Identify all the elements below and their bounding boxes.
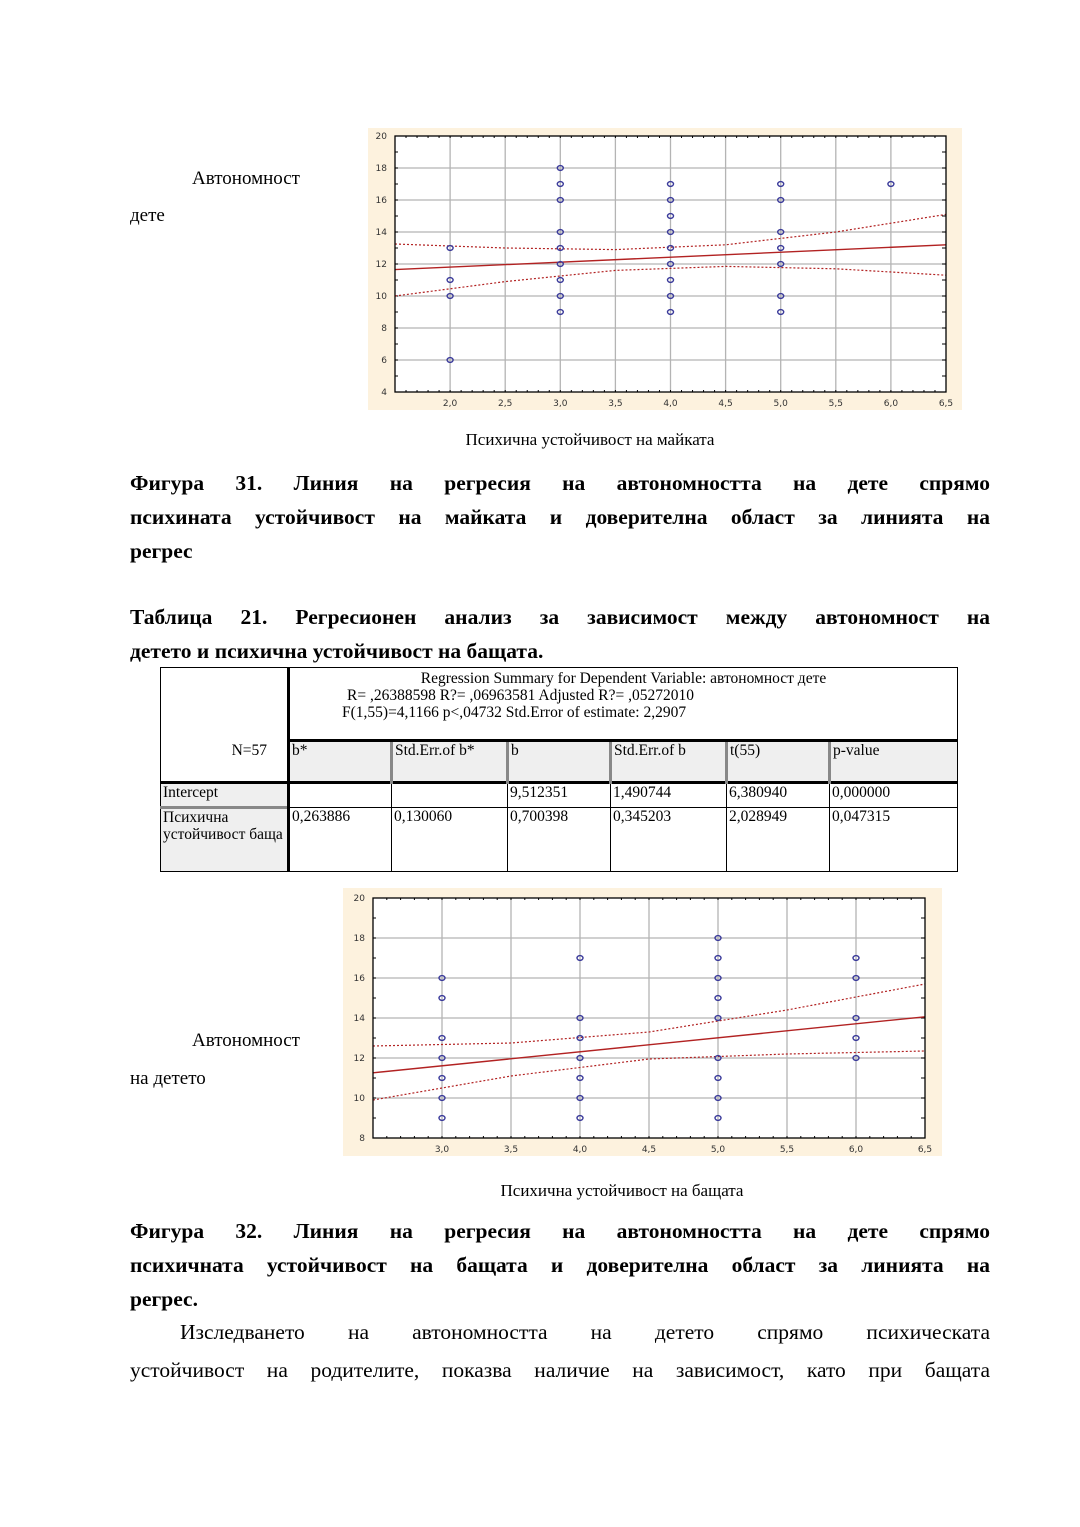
y-tick-label: 18: [353, 934, 365, 944]
column-header: b*: [289, 741, 392, 783]
summary-line: F(1,55)=4,1166 p<,04732 Std.Error of estimate: 2,2907: [342, 704, 687, 721]
regression-summary-header: [289, 668, 958, 741]
y-tick-label: 14: [375, 228, 387, 238]
figure31-scatter-plot: [368, 128, 962, 410]
summary-line: Regression Summary for Dependent Variable: автономност дете: [420, 670, 827, 687]
y-tick-label: 8: [381, 324, 387, 334]
y-tick-label: 18: [375, 164, 387, 174]
n-label: N=57: [231, 742, 267, 759]
x-tick-label: 4,0: [663, 399, 678, 409]
table-cell: 9,512351: [508, 783, 611, 808]
figure32-chart: [343, 888, 942, 1156]
y-tick-label: 20: [353, 894, 365, 904]
column-header: b: [508, 741, 611, 783]
x-tick-label: 3,0: [434, 1145, 450, 1155]
figure31-x-label: Психична устойчивост на майката: [465, 430, 715, 449]
figure32-x-label: Психична устойчивост на бащата: [500, 1181, 744, 1200]
figure32-caption-line: Фигура 32. Линия на регресия на автономността на дете спрямо: [130, 1219, 990, 1243]
y-tick-label: 16: [353, 974, 365, 984]
body-paragraph: [130, 1313, 990, 1389]
figure32-y-label-line1: Автономност: [192, 1030, 300, 1051]
figure31-caption-line: психината устойчивост на майката и доверителна област за линията на: [130, 505, 990, 529]
x-tick-label: 4,5: [641, 1145, 657, 1155]
summary-line: R= ,26388598 R?= ,06963581 Adjusted R?= ,05272010: [347, 687, 694, 704]
column-header: Std.Err.of b*: [392, 741, 508, 783]
table21-title-line: Таблица 21. Регресионен анализ за зависимост между автономност на: [130, 605, 990, 629]
body-line: Изследването на автономността на детето спрямо психическата: [180, 1320, 990, 1344]
x-tick-label: 5,0: [773, 399, 788, 409]
y-tick-label: 10: [353, 1094, 365, 1104]
table-cell: [289, 783, 392, 808]
table-cell: 2,028949: [727, 808, 830, 872]
x-tick-label: 5,5: [828, 399, 843, 409]
x-tick-label: 3,5: [503, 1145, 519, 1155]
x-tick-label: 6,5: [917, 1145, 933, 1155]
table-cell: 0,345203: [611, 808, 727, 872]
figure31-y-label-line2: дете: [130, 205, 165, 226]
row-label: Intercept: [161, 783, 289, 808]
x-tick-label: 6,0: [883, 399, 899, 409]
y-tick-label: 8: [359, 1134, 365, 1144]
table-cell: 0,263886: [289, 808, 392, 872]
n-label-cell: [161, 668, 289, 783]
y-tick-label: 12: [353, 1054, 365, 1064]
figure31-y-label-line1: Автономност: [192, 168, 300, 189]
figure32-caption-line: психичната устойчивост на бащата и доверителна област за линията на: [130, 1253, 990, 1277]
figure32-scatter-plot: [343, 888, 942, 1156]
table-row: [161, 808, 958, 872]
x-tick-label: 3,5: [608, 399, 623, 409]
table-cell: 1,490744: [611, 783, 727, 808]
column-header: p-value: [830, 741, 958, 783]
table-cell: 0,000000: [830, 783, 958, 808]
x-tick-label: 5,0: [710, 1145, 726, 1155]
y-tick-label: 12: [375, 260, 387, 270]
table-cell: 0,130060: [392, 808, 508, 872]
y-tick-label: 4: [381, 388, 387, 398]
x-tick-label: 4,0: [572, 1145, 588, 1155]
body-line: устойчивост на родителите, показва наличие на зависимост, като при бащата: [130, 1358, 990, 1382]
figure31-caption-line: Фигура 31. Линия на регресия на автономността на дете спрямо: [130, 471, 990, 495]
figure31-caption-line: регрес: [130, 539, 193, 563]
x-tick-label: 3,0: [553, 399, 568, 409]
table-cell: [392, 783, 508, 808]
x-tick-label: 5,5: [779, 1145, 795, 1155]
y-tick-label: 14: [353, 1014, 365, 1024]
x-tick-label: 2,5: [498, 399, 513, 409]
figure32-caption-line: регрес.: [130, 1287, 198, 1311]
figure32-caption: [130, 1214, 990, 1316]
table21-title-line: детето и психична устойчивост на бащата.: [130, 639, 544, 663]
column-header: t(55): [727, 741, 830, 783]
regression-summary-table: [160, 667, 958, 872]
figure31-chart: [368, 128, 962, 410]
table-cell: 0,700398: [508, 808, 611, 872]
figure32-y-label-line2: на детето: [130, 1068, 206, 1089]
x-tick-label: 4,5: [718, 399, 733, 409]
table-row: [161, 783, 958, 808]
y-tick-label: 16: [375, 196, 387, 206]
column-header: Std.Err.of b: [611, 741, 727, 783]
x-tick-label: 6,5: [938, 399, 954, 409]
row-label: Психична устойчивост баща: [161, 808, 289, 872]
x-tick-label: 2,0: [442, 399, 458, 409]
table-cell: 6,380940: [727, 783, 830, 808]
y-tick-label: 20: [375, 132, 387, 142]
y-tick-label: 6: [381, 356, 387, 366]
table21-title: [130, 600, 990, 668]
table-cell: 0,047315: [830, 808, 958, 872]
x-tick-label: 6,0: [848, 1145, 864, 1155]
figure31-caption: [130, 466, 990, 568]
y-tick-label: 10: [375, 292, 387, 302]
